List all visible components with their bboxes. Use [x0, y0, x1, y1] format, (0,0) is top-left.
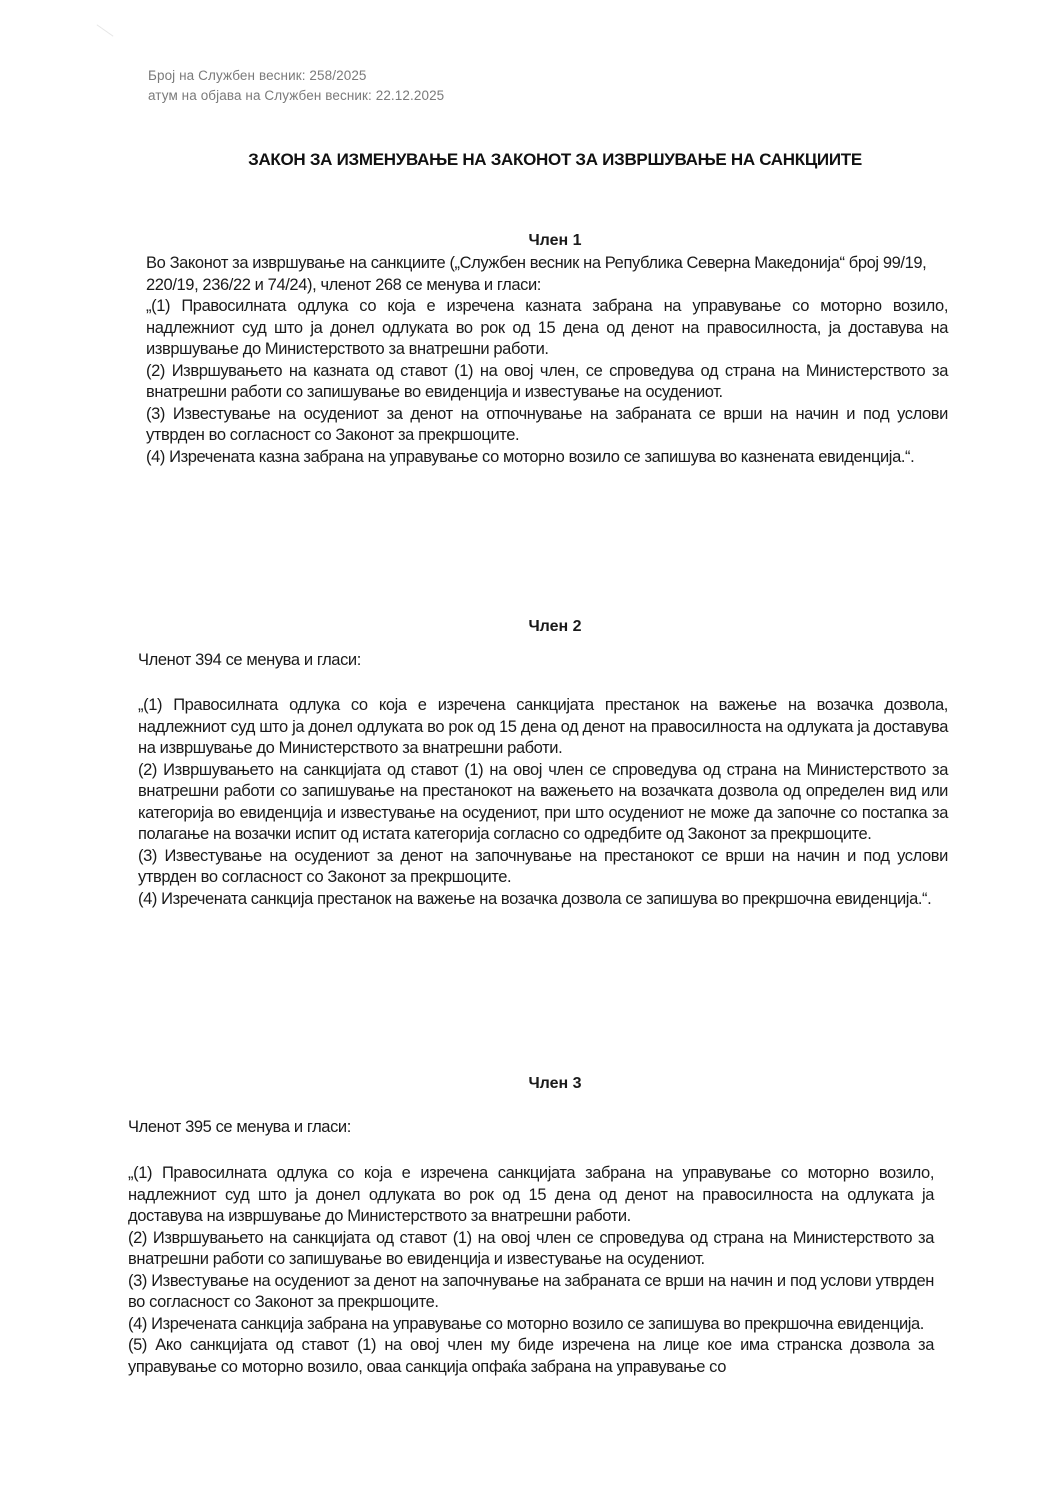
- article-2-paragraph-1: „(1) Правосилната одлука со која е изречена санкцијата престанок на важење на возачка дозвола, надлежниот суд што ја донел одлуката во рок од 15 дена од денот на правосилноста на одлуката ја доставува на извршување до Министерството за внатрешни работи.: [138, 696, 948, 757]
- document-title: ЗАКОН ЗА ИЗМЕНУВАЊЕ НА ЗАКОНОТ ЗА ИЗВРШУВАЊЕ НА САНКЦИИТЕ: [248, 150, 862, 169]
- article-1-paragraph-2: (2) Извршувањето на казната од ставот (1) на овој член, се спроведува од страна на Министерството за внатрешни работи со запишување во евиденција и известување на осудениот.: [146, 361, 948, 401]
- article-1-body: [146, 253, 948, 468]
- article-3-intro-block: [128, 1117, 938, 1139]
- article-1-paragraph-1: „(1) Правосилната одлука со која е изречена казната забрана на управување со моторно возило, надлежниот суд што ја донел одлуката во рок од 15 дена од денот на правосилноста, ја доставува на извршување до Министерството за внатрешни работи.: [146, 297, 948, 358]
- gazette-number: Број на Службен весник: 258/2025: [148, 68, 367, 83]
- article-3-paragraph-1: „(1) Правосилната одлука со која е изречена санкцијата забрана на управување со моторно возило, надлежниот суд што ја донел одлуката во рок од 15 дена од денот на правосилноста на одлуката ја доставува на извршување до Министерството за внатрешни работи.: [128, 1164, 934, 1225]
- article-1-intro: Во Законот за извршување на санкциите („Службен весник на Република Северна Македонија“ број 99/19, 220/19, 236/22 и 74/24), членот 268 се менува и гласи:: [146, 254, 927, 294]
- article-3-paragraph-4: (4) Изречената санкција забрана на управување со моторно возило се запишува во прекршочна евиденција.: [128, 1314, 924, 1333]
- article-2-paragraph-3: (3) Известување на осудениот за денот на започнување на престанокот се врши на начин и под услови утврден во согласност со Законот за прекршоците.: [138, 846, 948, 886]
- article-2-paragraph-2: (2) Извршувањето на санкцијата од ставот (1) на овој член се спроведува од страна на Министерството за внатрешни работи со запишување на престанокот на важењето на возачката дозвола од определен вид или категорија во евиденција и известување на осудениот, при што осудениот не може да започне со постапка за полагање на возачки испит од истата категорија согласно со одредбите од Законот за прекршоците.: [138, 760, 948, 843]
- article-1-heading: Член 1: [528, 232, 582, 249]
- article-1-paragraph-4: (4) Изречената казна забрана на управување со моторно возило се запишува во казнената евиденција.“.: [146, 447, 915, 466]
- publication-date: атум на објава на Службен весник: 22.12.2025: [148, 88, 445, 103]
- article-2-intro-block: [138, 650, 948, 672]
- article-2-paragraph-4: (4) Изречената санкција престанок на важење на возачка дозвола се запишува во прекршочна евиденција.“.: [138, 889, 932, 908]
- article-2-heading: Член 2: [528, 618, 582, 635]
- article-3-body: [128, 1163, 934, 1378]
- scan-artifact: [97, 24, 114, 36]
- article-3-paragraph-5: (5) Ако санкцијата од ставот (1) на овој член му биде изречена на лице кое има странска дозвола за управување со моторно возило, оваа санкција опфаќа забрана на управување со: [128, 1336, 934, 1376]
- article-2-body: [138, 695, 948, 910]
- article-1-paragraph-3: (3) Известување на осудениот за денот на отпочнување на забраната се врши на начин и под услови утврден во согласност со Законот за прекршоците.: [146, 404, 948, 444]
- article-2-intro: Членот 394 се менува и гласи:: [138, 651, 361, 669]
- article-3-intro: Членот 395 се менува и гласи:: [128, 1118, 351, 1136]
- article-3-paragraph-2: (2) Извршувањето на санкцијата од ставот (1) на овој член се спроведува од страна на Министерството за внатрешни работи со запишување во евиденција и известување на осудениот.: [128, 1228, 934, 1268]
- article-3-heading: Член 3: [528, 1075, 582, 1092]
- article-3-paragraph-3: (3) Известување на осудениот за денот на започнување на забраната се врши на начин и под услови утврден во согласност со Законот за прекршоците.: [128, 1271, 934, 1311]
